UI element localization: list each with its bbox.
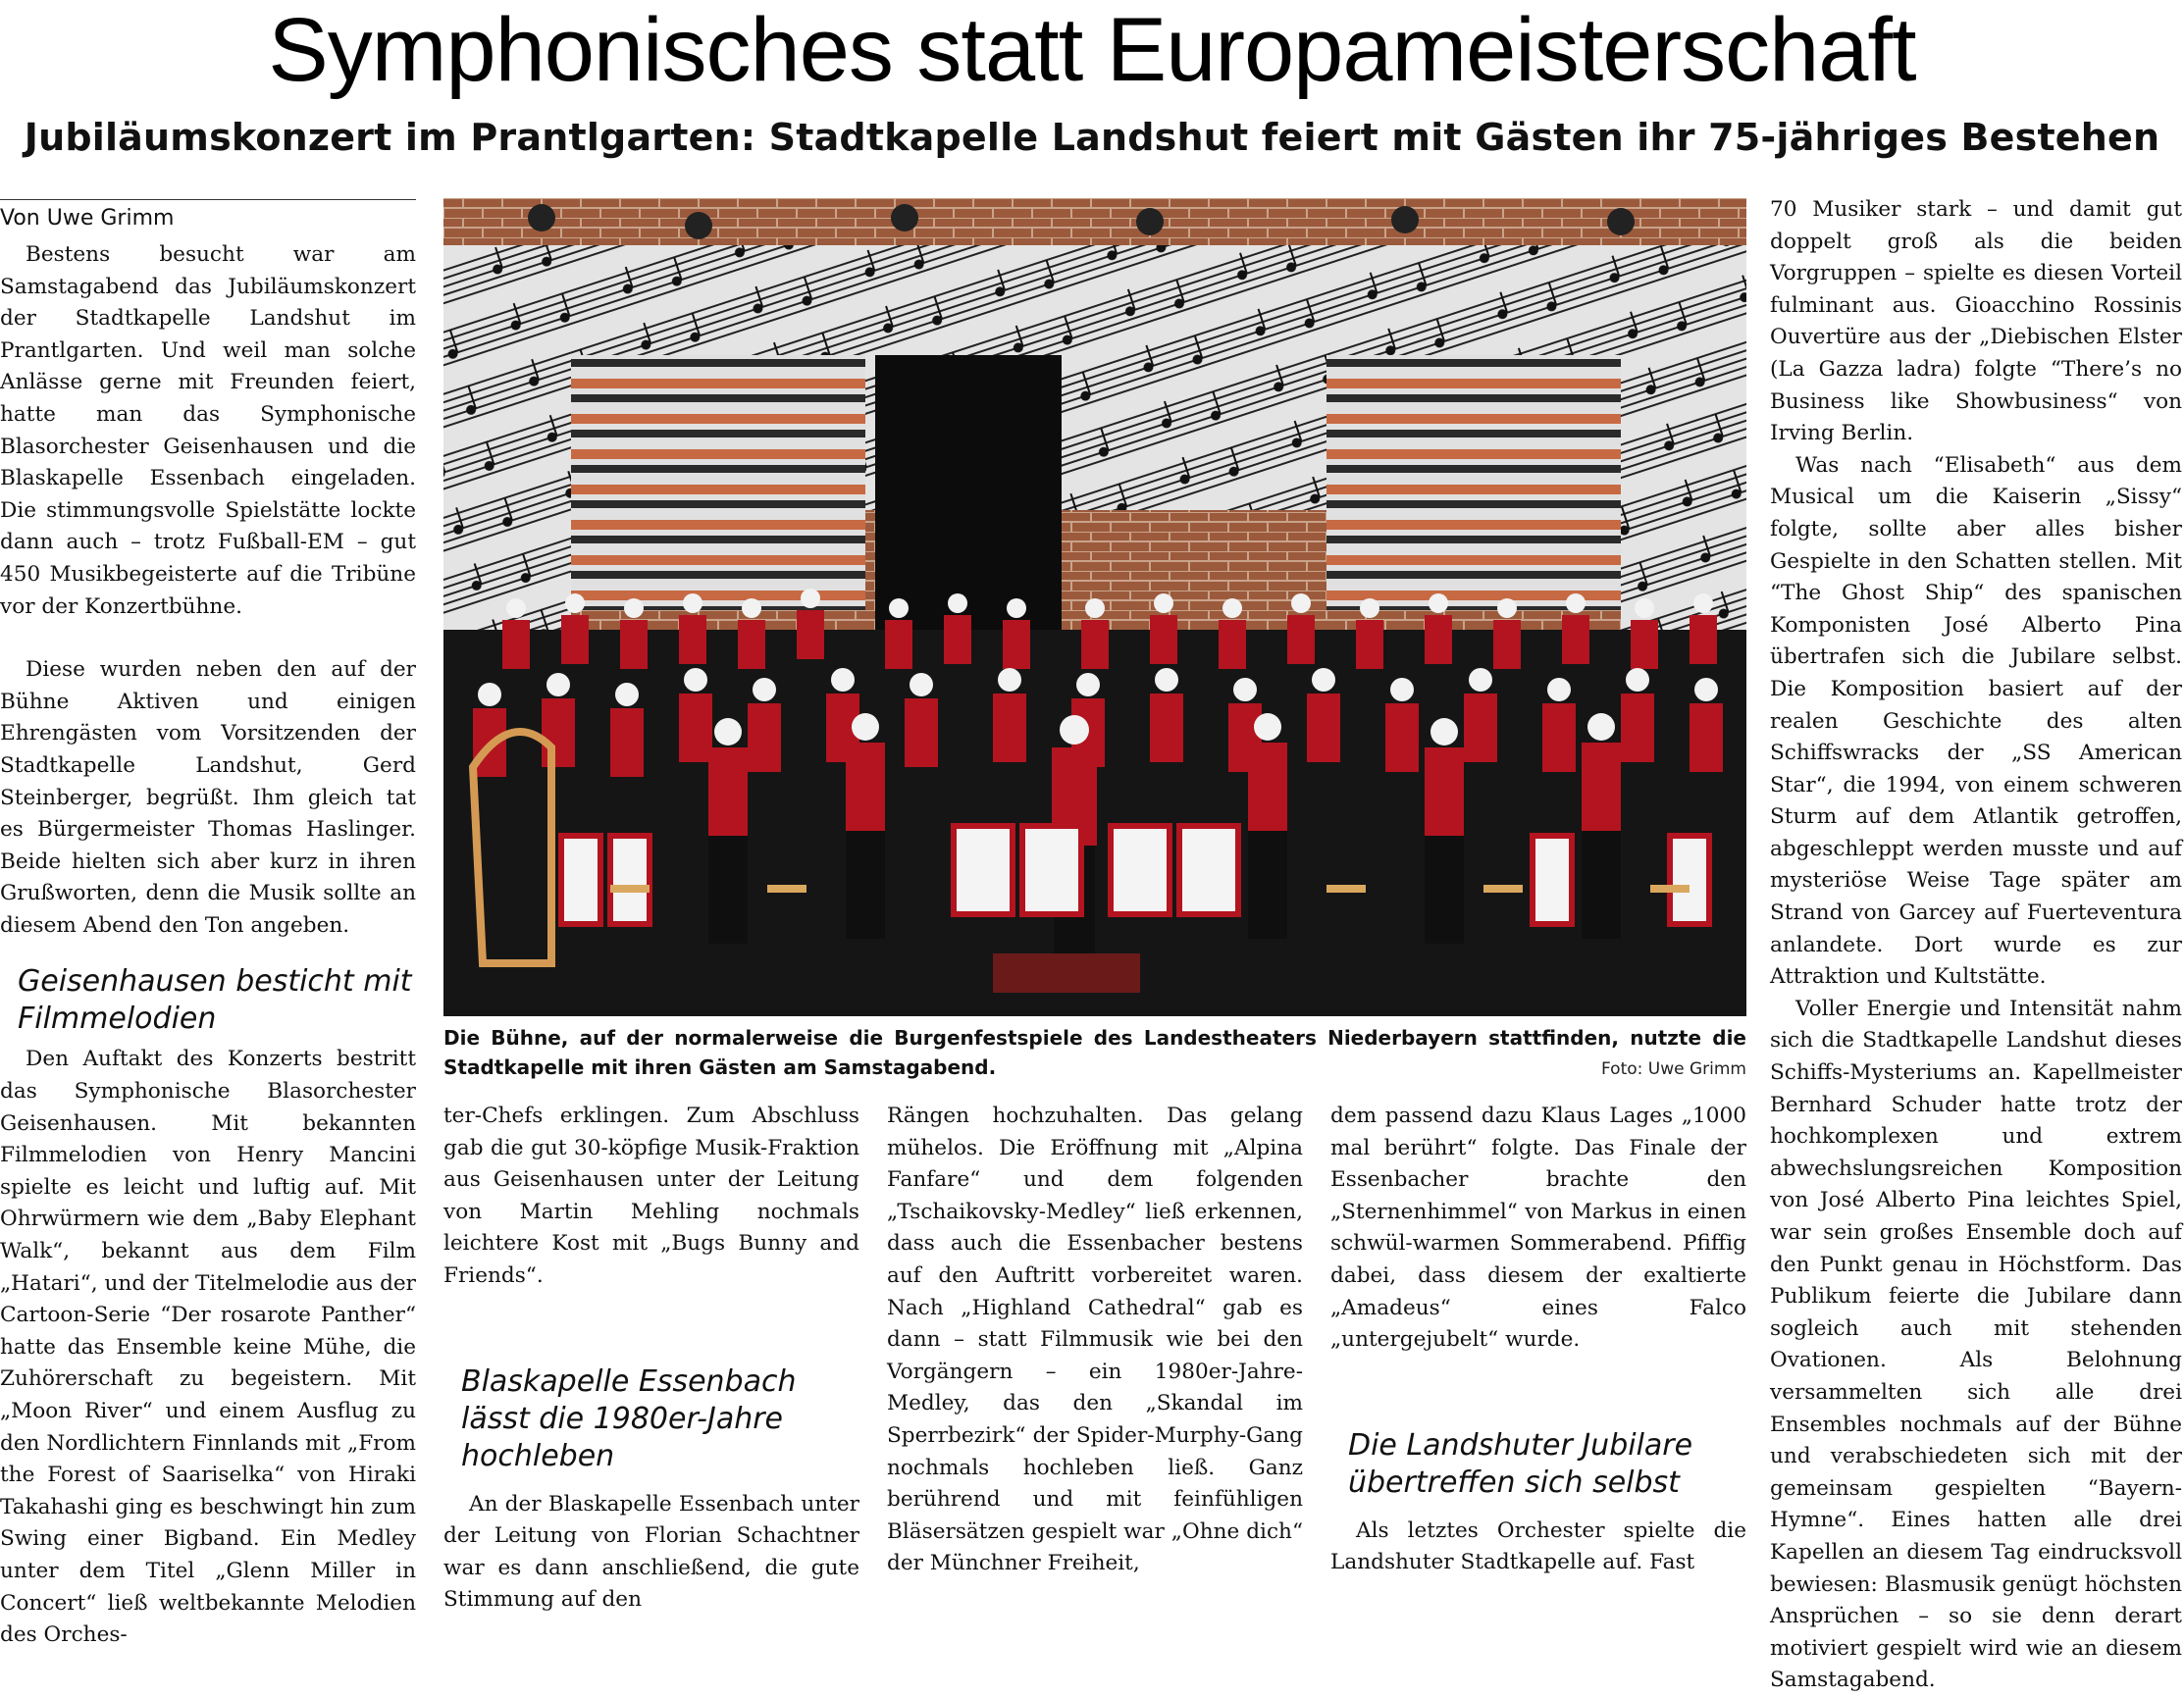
subheadline: Jubiläumskonzert im Prantlgarten: Stadtkapelle Landshut feiert mit Gästen ihr 75-jähriges Bestehen	[24, 116, 2160, 159]
article-column-4	[1330, 1101, 1746, 1579]
section-heading: Die Landshuter Jubilare übertreffen sich selbst	[1348, 1427, 1693, 1500]
orchestra-photo	[443, 198, 1746, 1016]
byline: Von Uwe Grimm	[0, 206, 175, 231]
paragraph: Diese wurden neben den auf der Bühne Aktiven und einigen Ehrengästen vom Vorsitzenden der Stadtkapelle Landshut, Gerd Steinberger, begrüßt. Ihm gleich tat es Bürgermeister Thomas Haslinger. Beide hielten sich aber kurz in ihren Grußworten, denn die Musik sollte an diesem Abend den Ton angeben.	[0, 657, 416, 938]
paragraph: ter-Chefs erklingen. Zum Abschluss gab die gut 30-köpfige Musik-Fraktion aus Geisenhausen unter der Leitung von Martin Mehling nochmals leichtere Kost mit „Bugs Bunny and Friends“.	[443, 1104, 859, 1288]
headline: Symphonisches statt Europameisterschaft	[268, 0, 1916, 100]
article-column-3	[887, 1101, 1303, 1580]
photo-caption: Die Bühne, auf der normalerweise die Burgenfestspiele des Landestheaters Niederbayern stattfinden, nutzte die Stadtkapelle mit ihren Gästen am Samstagabend.	[443, 1026, 1746, 1079]
article-column-5	[1770, 194, 2182, 1697]
paragraph: Den Auftakt des Konzerts bestritt das Symphonische Blasorchester Geisenhausen. Mit bekannten Filmmelodien von Henry Mancini spielte es leicht und luftig auf. Mit Ohrwürmern wie dem „Baby Elephant Walk“, bekannt aus dem Film „Hatari“, und der Titelmelodie aus der Cartoon-Serie “Der rosarote Panther“ hatte das Ensemble keine Mühe, die Zuhörerschaft zu begeistern. Mit „Moon River“ und einem Ausflug zu den Nordlichtern Finnlands mit „From the Forest of Saariselka“ von Hiraki Takahashi ging es beschwingt hin zum Swing einer Bigband. Ein Medley unter dem Titel „Glenn Miller in Concert“ ließ weltbekannte Melodien des Orches-	[0, 1047, 416, 1648]
section-heading: Geisenhausen besticht mit Filmmelodien	[18, 964, 412, 1037]
orchestra-photo-illustration	[443, 198, 1746, 1016]
paragraph: dem passend dazu Klaus Lages „1000 mal berührt“ folgte. Das Finale der Essenbacher brachte den „Sternenhimmel“ von Markus in einen schwül-warmen Sommerabend. Pfiffig dabei, dass diesem der exaltierte „Amadeus“ eines Falco „untergejubelt“ wurde.	[1330, 1104, 1746, 1353]
section-heading: Blaskapelle Essenbach lässt die 1980er-Jahre hochleben	[461, 1363, 797, 1473]
article-column-2	[443, 1101, 859, 1617]
photo-credit: Foto: Uwe Grimm	[1601, 1059, 1746, 1079]
paragraph: Rängen hochzuhalten. Das gelang mühelos. Die Eröffnung mit „Alpina Fanfare“ und dem folgenden „Tschaikovsky-Medley“ ließ erkennen, dass auch die Essenbacher bestens auf den Auftritt vorbereitet waren. Nach „Highland Cathedral“ gab es dann – statt Filmmusik wie bei den Vorgängern – ein 1980er-Jahre-Medley, das den „Skandal im Sperrbezirk“ der Spider-Murphy-Gang nochmals hochleben ließ. Ganz berührend und mit feinfühligen Bläsersätzen gespielt war „Ohne dich“ der Münchner Freiheit,	[887, 1104, 1303, 1576]
paragraph: Bestens besucht war am Samstagabend das Jubiläumskonzert der Stadtkapelle Landshut im Prantlgarten. Und weil man solche Anlässe gerne mit Freunden feiert, hatte man das Symphonische Blasorchester Geisenhausen und die Blaskapelle Essenbach eingeladen. Die stimmungsvolle Spielstätte lockte dann auch – trotz Fußball-EM – gut 450 Musikbegeisterte auf die Tribüne vor der Konzertbühne.	[0, 242, 416, 619]
paragraph: An der Blaskapelle Essenbach unter der Leitung von Florian Schachtner war es dann anschließend, die gute Stimmung auf den	[443, 1491, 859, 1613]
paragraph: Als letztes Orchester spielte die Landshuter Stadtkapelle auf. Fast	[1330, 1517, 1746, 1575]
paragraph: Was nach “Elisabeth“ aus dem Musical um die Kaiserin „Sissy“ folgte, sollte aber alles bisher Gespielte in den Schatten stellen. Mit “The Ghost Ship“ des spanischen Komponisten José Alberto Pina übertrafen sich die Jubilare selbst. Die Komposition basiert auf der realen Geschichte des alten Schiffswracks der „SS American Star“, die 1994, von einem schweren Sturm auf dem Atlantik getroffen, abgeschleppt werden musste und auf mysteriöse Weise Tage später am Strand von Garcey auf Fuerteventura anlandete. Dort wurde es zur Attraktion und Kultstätte.	[1770, 452, 2182, 990]
article-column-1	[0, 239, 416, 1652]
byline-rule	[0, 199, 416, 200]
paragraph: Voller Energie und Intensität nahm sich die Stadtkapelle Landshut dieses Schiffs-Mysteriums an. Kapellmeister Bernhard Schuder hatte trotz der hochkomplexen und extrem abwechslungsreichen Komposition von José Alberto Pina leichtes Spiel, war sein großes Ensemble doch auf den Punkt genau in Höchstform. Das Publikum feierte die Jubilare dann sogleich auch mit stehenden Ovationen. Als Belohnung versammelten sich alle drei Ensembles nochmals auf der Bühne und verabschiedeten sich mit der gemeinsam gespielten “Bayern-Hymne“. Eines hatten alle drei Kapellen an diesem Tag eindrucksvoll bewiesen: Blasmusik genügt höchsten Ansprüchen – so sie denn derart motiviert gespielt wird wie an diesem Samstagabend.	[1770, 996, 2182, 1693]
paragraph: 70 Musiker stark – und damit gut doppelt groß als die beiden Vorgruppen – spielte es diesen Vorteil fulminant aus. Gioacchino Rossinis Ouvertüre aus der „Diebischen Elster (La Gazza ladra) folgte “There’s no Business like Showbusiness“ von Irving Berlin.	[1770, 197, 2182, 446]
